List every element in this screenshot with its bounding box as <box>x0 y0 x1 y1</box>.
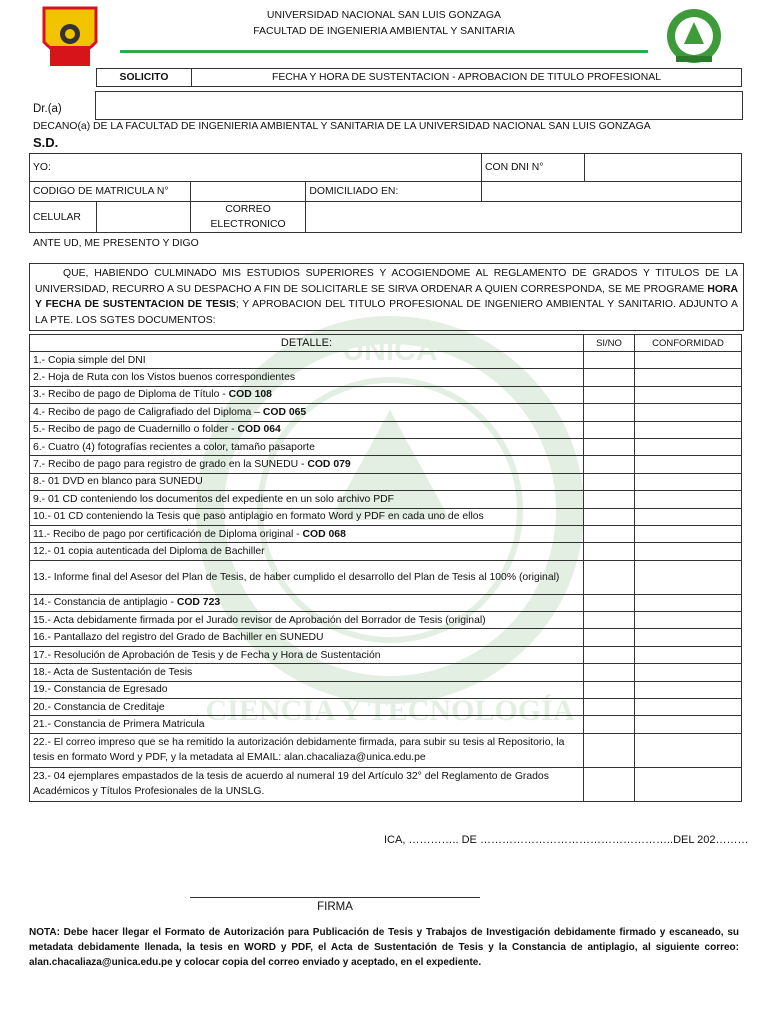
checklist-item-text: 13.- Informe final del Asesor del Plan de Tesis, de haber cumplido el desarrollo del Plan de Tesis al 100% (original) <box>33 571 560 583</box>
checklist-row <box>30 473 742 490</box>
firma-label: FIRMA <box>317 901 353 913</box>
checklist-item <box>30 716 584 733</box>
checklist-row <box>30 491 742 508</box>
conformidad-cell[interactable] <box>635 681 742 698</box>
faculty-name: FACULTAD DE INGENIERIA AMBIENTAL Y SANITARIA <box>253 25 515 37</box>
checklist-item <box>30 612 584 629</box>
yo-label: YO: <box>33 162 51 173</box>
checklist-item-text: 2.- Hoja de Ruta con los Vistos buenos correspondientes <box>33 372 296 384</box>
conformidad-cell[interactable] <box>635 699 742 716</box>
correo-label: CORREO ELECTRONICO <box>190 202 306 233</box>
sd-label: S.D. <box>33 135 59 150</box>
checklist-item-code: COD 065 <box>262 406 307 418</box>
conformidad-header: CONFORMIDAD <box>635 335 742 352</box>
domicilio-label: DOMICILIADO EN: <box>306 182 482 202</box>
sino-cell[interactable] <box>584 629 635 646</box>
conformidad-cell[interactable] <box>635 733 742 767</box>
sino-cell[interactable] <box>584 560 635 594</box>
header-divider <box>120 50 648 53</box>
checklist-item-text: 4.- Recibo de pago de Caligrafiado del Diploma – <box>33 406 263 418</box>
conformidad-cell[interactable] <box>635 473 742 490</box>
checklist-item <box>30 404 584 421</box>
intro-line: ANTE UD, ME PRESENTO Y DIGO <box>33 238 199 249</box>
correo-field[interactable] <box>306 202 742 233</box>
sino-cell[interactable] <box>584 594 635 611</box>
checklist-row <box>30 352 742 369</box>
sino-cell[interactable] <box>584 543 635 560</box>
conformidad-cell[interactable] <box>635 525 742 542</box>
checklist-item <box>30 699 584 716</box>
checklist-item <box>30 438 584 455</box>
checklist-row <box>30 612 742 629</box>
documents-checklist <box>29 334 742 802</box>
checklist-item-text: 17.- Resolución de Aprobación de Tesis y de Fecha y Hora de Sustentación <box>33 649 381 661</box>
celular-field[interactable] <box>96 202 190 233</box>
checklist-item <box>30 767 584 801</box>
checklist-item-text: 16.- Pantallazo del registro del Grado de Bachiller en SUNEDU <box>33 632 324 644</box>
checklist-row <box>30 767 742 801</box>
conformidad-cell[interactable] <box>635 664 742 681</box>
conformidad-cell[interactable] <box>635 369 742 386</box>
sino-cell[interactable] <box>584 386 635 403</box>
sino-cell[interactable] <box>584 664 635 681</box>
checklist-item-text: 15.- Acta debidamente firmada por el Jurado revisor de Aprobación del Borrador de Tesis (original) <box>33 614 486 626</box>
yo-field[interactable] <box>30 154 482 182</box>
checklist-row <box>30 456 742 473</box>
checklist-row <box>30 543 742 560</box>
checklist-row <box>30 421 742 438</box>
conformidad-cell[interactable] <box>635 508 742 525</box>
checklist-item-text: 23.- 04 ejemplares empastados de la tesis de acuerdo al numeral 19 del Artículo 32° del Reglamento de Grados Académicos y Títulos Profesionales de la UNSLG. <box>33 771 549 798</box>
sino-cell[interactable] <box>584 733 635 767</box>
checklist-item-code: COD 108 <box>228 389 272 401</box>
checklist-item-text: 10.- 01 CD conteniendo la Tesis que paso antiplagio en formato Word y PDF en cada uno de ellos <box>33 511 484 523</box>
conformidad-cell[interactable] <box>635 352 742 369</box>
checklist-row <box>30 733 742 767</box>
conformidad-cell[interactable] <box>635 646 742 663</box>
conformidad-cell[interactable] <box>635 491 742 508</box>
matricula-label: CODIGO DE MATRICULA N° <box>30 182 191 202</box>
checklist-item-text: 3.- Recibo de pago de Diploma de Título - <box>33 389 229 401</box>
checklist-row <box>30 369 742 386</box>
nota-text: NOTA: Debe hacer llegar el Formato de Autorización para Publicación de Tesis y Trabajos de Investigación debidamente firmado y escaneado, su metadata debidamente llenada, la tesis en WORD y PDF, el Acta de Sustentación de Tesis y la Constancia de antiplagio, al siguiente correo: alan.chacaliaza@unica.edu.pe y colocar copia del correo enviado y aceptado, en el expediente. <box>29 927 739 968</box>
checklist-item <box>30 386 584 403</box>
conformidad-cell[interactable] <box>635 767 742 801</box>
checklist-row <box>30 386 742 403</box>
checklist-row <box>30 629 742 646</box>
sino-cell[interactable] <box>584 456 635 473</box>
conformidad-cell[interactable] <box>635 629 742 646</box>
dni-field[interactable] <box>585 154 742 182</box>
checklist-item-code: COD 064 <box>237 424 281 436</box>
checklist-row <box>30 508 742 525</box>
checklist-item <box>30 352 584 369</box>
checklist-item <box>30 733 584 767</box>
sino-cell[interactable] <box>584 369 635 386</box>
sino-cell[interactable] <box>584 767 635 801</box>
dni-label: CON DNI N° <box>482 154 585 182</box>
conformidad-cell[interactable] <box>635 438 742 455</box>
checklist-item <box>30 421 584 438</box>
sino-cell[interactable] <box>584 491 635 508</box>
checklist-item <box>30 543 584 560</box>
sino-cell[interactable] <box>584 421 635 438</box>
checklist-item <box>30 456 584 473</box>
detail-header: DETALLE: <box>30 335 584 352</box>
watermark-top-text: UNICA <box>342 334 438 367</box>
checklist-item <box>30 525 584 542</box>
conformidad-cell[interactable] <box>635 612 742 629</box>
checklist-item <box>30 629 584 646</box>
checklist-item <box>30 473 584 490</box>
paragraph-part-1: QUE, HABIENDO CULMINADO MIS ESTUDIOS SUPERIORES Y ACOGIENDOME AL REGLAMENTO DE GRADOS Y TITULOS DE LA UNIVERSIDAD, RECURRO A SU DESPACHO A FIN DE SOLICITARLE SE SIRVA ORDENAR A QUIEN CORRESPONDA, SE ME PROGRAME <box>35 268 738 295</box>
checklist-item-text: 8.- 01 DVD en blanco para SUNEDU <box>33 476 203 488</box>
checklist-item-code: COD 079 <box>307 459 351 471</box>
sino-cell[interactable] <box>584 508 635 525</box>
solicito-label: SOLICITO <box>97 69 192 87</box>
checklist-item-text: 14.- Constancia de antiplagio - <box>33 597 177 609</box>
checklist-item-text: 6.- Cuatro (4) fotografías recientes a color, tamaño pasaporte <box>33 441 315 453</box>
date-line: ICA, ………….. DE ……………………………………………..DEL 202……… <box>384 834 749 846</box>
decano-line: DECANO(a) DE LA FACULTAD DE INGENIERIA AMBIENTAL Y SANITARIA DE LA UNIVERSIDAD NACIONAL SAN LUIS GONZAGA <box>33 121 651 132</box>
checklist-item-code: COD 068 <box>302 528 346 540</box>
checklist-item <box>30 560 584 594</box>
sino-cell[interactable] <box>584 716 635 733</box>
conformidad-cell[interactable] <box>635 456 742 473</box>
checklist-item-text: 20.- Constancia de Creditaje <box>33 701 165 713</box>
conformidad-cell[interactable] <box>635 386 742 403</box>
checklist-item-text: 22.- El correo impreso que se ha remitido la autorización debidamente firmada, para subir su tesis al Repositorio, la tesis en formato Word y PDF, y la metadata al EMAIL: alan.chacaliaza@unica.edu.pe <box>33 737 565 764</box>
sino-cell[interactable] <box>584 473 635 490</box>
matricula-field[interactable] <box>190 182 306 202</box>
solicito-value: FECHA Y HORA DE SUSTENTACION - APROBACION DE TITULO PROFESIONAL <box>192 69 742 87</box>
conformidad-cell[interactable] <box>635 543 742 560</box>
paragraph-bold: HORA Y FECHA DE SUSTENTACION DE TESIS <box>35 283 738 310</box>
checklist-item-text: 7.- Recibo de pago para registro de grado en la SUNEDU - <box>33 459 308 471</box>
checklist-item <box>30 646 584 663</box>
checklist-row <box>30 716 742 733</box>
checklist-item <box>30 664 584 681</box>
checklist-item <box>30 491 584 508</box>
checklist-item-text: 18.- Acta de Sustentación de Tesis <box>33 666 193 678</box>
university-name: UNIVERSIDAD NACIONAL SAN LUIS GONZAGA <box>266 9 502 21</box>
checklist-row <box>30 664 742 681</box>
checklist-row <box>30 560 742 594</box>
checklist-item <box>30 508 584 525</box>
checklist-item-text: 19.- Constancia de Egresado <box>33 684 168 696</box>
sino-cell[interactable] <box>584 404 635 421</box>
signature-line[interactable] <box>190 897 480 898</box>
sino-cell[interactable] <box>584 612 635 629</box>
sino-cell[interactable] <box>584 525 635 542</box>
checklist-row <box>30 594 742 611</box>
checklist-row <box>30 681 742 698</box>
checklist-item <box>30 594 584 611</box>
conformidad-cell[interactable] <box>635 594 742 611</box>
checklist-item <box>30 681 584 698</box>
sino-cell[interactable] <box>584 646 635 663</box>
watermark-motto: CIENCIA Y TECNOLOGÍA <box>205 694 575 727</box>
dr-name-field[interactable] <box>95 91 743 120</box>
checklist-item-code: COD 723 <box>176 597 221 609</box>
checklist-row <box>30 646 742 663</box>
sino-cell[interactable] <box>584 438 635 455</box>
request-paragraph <box>29 263 744 331</box>
dr-label: Dr.(a) <box>33 103 62 115</box>
celular-label: CELULAR <box>30 202 97 233</box>
personal-data-table <box>29 153 742 233</box>
solicito-table <box>96 68 742 87</box>
conformidad-cell[interactable] <box>635 404 742 421</box>
checklist-row <box>30 699 742 716</box>
checklist-item-text: 9.- 01 CD conteniendo los documentos del expediente en un solo archivo PDF <box>33 493 395 505</box>
conformidad-cell[interactable] <box>635 716 742 733</box>
checklist-item-text: 12.- 01 copia autenticada del Diploma de Bachiller <box>33 545 265 557</box>
checklist-item-text: 5.- Recibo de pago de Cuadernillo o folder - <box>33 424 238 436</box>
checklist-item-text: 21.- Constancia de Primera Matricula <box>33 719 205 731</box>
conformidad-cell[interactable] <box>635 560 742 594</box>
checklist-item-text: 11.- Recibo de pago por certificación de Diploma original - <box>33 528 303 540</box>
sino-cell[interactable] <box>584 352 635 369</box>
checklist-row <box>30 438 742 455</box>
conformidad-cell[interactable] <box>635 421 742 438</box>
sino-cell[interactable] <box>584 681 635 698</box>
paragraph-part-2: ; Y APROBACION DEL TITULO PROFESIONAL DE INGENIERO AMBIENTAL Y SANITARIO. ADJUNTO A LA PTE. LOS SGTES DOCUMENTOS: <box>35 299 738 326</box>
sino-header: SI/NO <box>584 335 635 352</box>
sino-cell[interactable] <box>584 699 635 716</box>
checklist-row <box>30 525 742 542</box>
checklist-row <box>30 404 742 421</box>
checklist-item-text: 1.- Copia simple del DNI <box>33 354 146 366</box>
checklist-item <box>30 369 584 386</box>
domicilio-field[interactable] <box>482 182 742 202</box>
